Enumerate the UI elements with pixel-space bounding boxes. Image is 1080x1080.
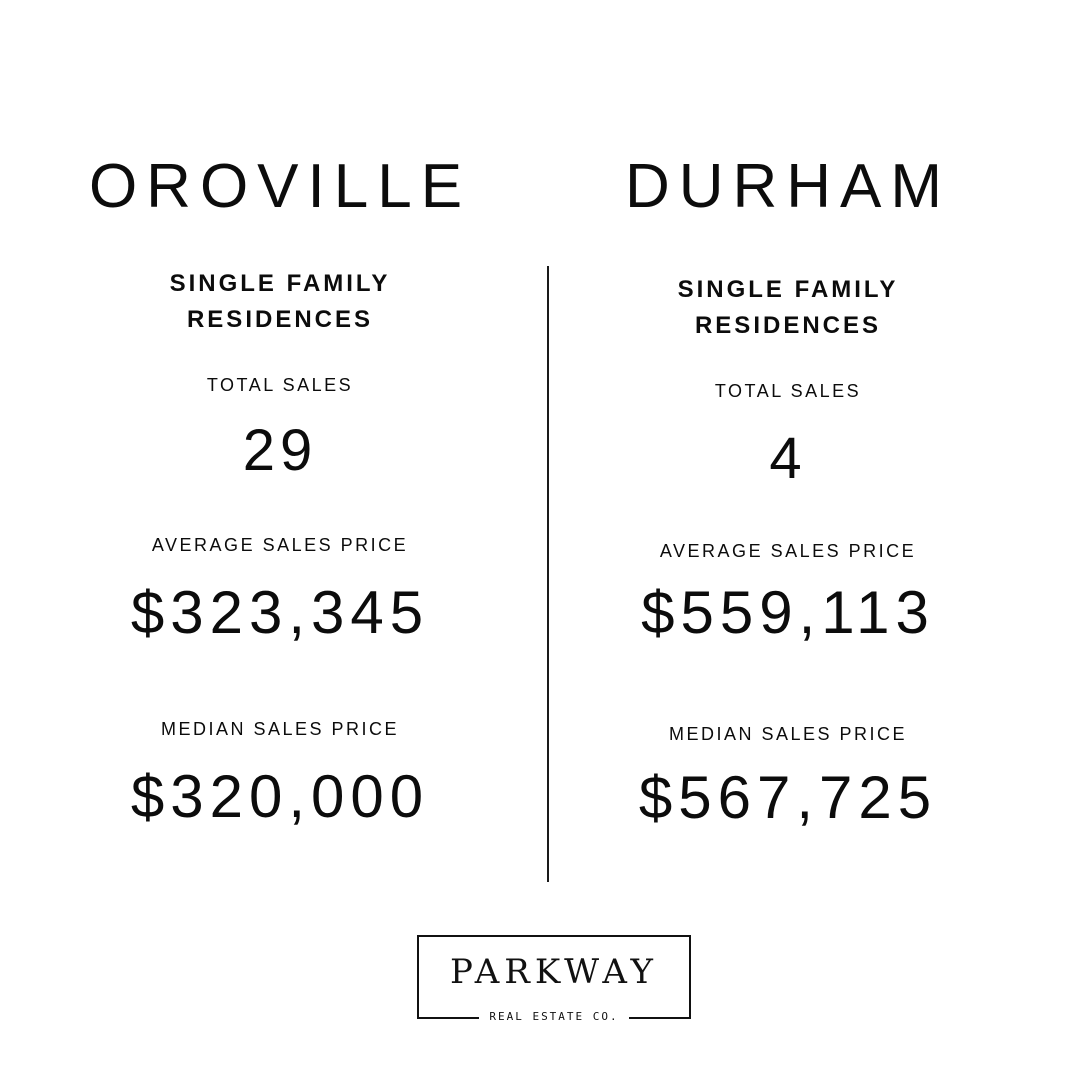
category-line-2: RESIDENCES <box>694 312 882 339</box>
total-sales-value: 4 <box>769 426 807 491</box>
average-price-value: $559,113 <box>641 579 935 646</box>
city-title: OROVILLE <box>88 152 472 221</box>
average-price-value: $323,345 <box>130 579 430 646</box>
logo-subtitle: REAL ESTATE CO. <box>479 1010 628 1024</box>
category-line-1: SINGLE FAMILY <box>677 276 899 303</box>
average-price-label: AVERAGE SALES PRICE <box>151 535 409 555</box>
median-price-label: MEDIAN SALES PRICE <box>160 719 400 739</box>
total-sales-label: TOTAL SALES <box>206 375 354 395</box>
median-price-label: MEDIAN SALES PRICE <box>668 724 908 744</box>
category-line-2: RESIDENCES <box>186 306 374 333</box>
total-sales-label: TOTAL SALES <box>714 381 862 401</box>
median-price-value: $567,725 <box>638 764 938 831</box>
city-title: DURHAM <box>624 152 952 221</box>
category-line-1: SINGLE FAMILY <box>169 270 391 297</box>
median-price-value: $320,000 <box>130 763 430 830</box>
parkway-logo <box>417 935 691 1023</box>
total-sales-value: 29 <box>242 418 318 483</box>
average-price-label: AVERAGE SALES PRICE <box>659 541 917 561</box>
logo-name: PARKWAY <box>450 952 658 992</box>
